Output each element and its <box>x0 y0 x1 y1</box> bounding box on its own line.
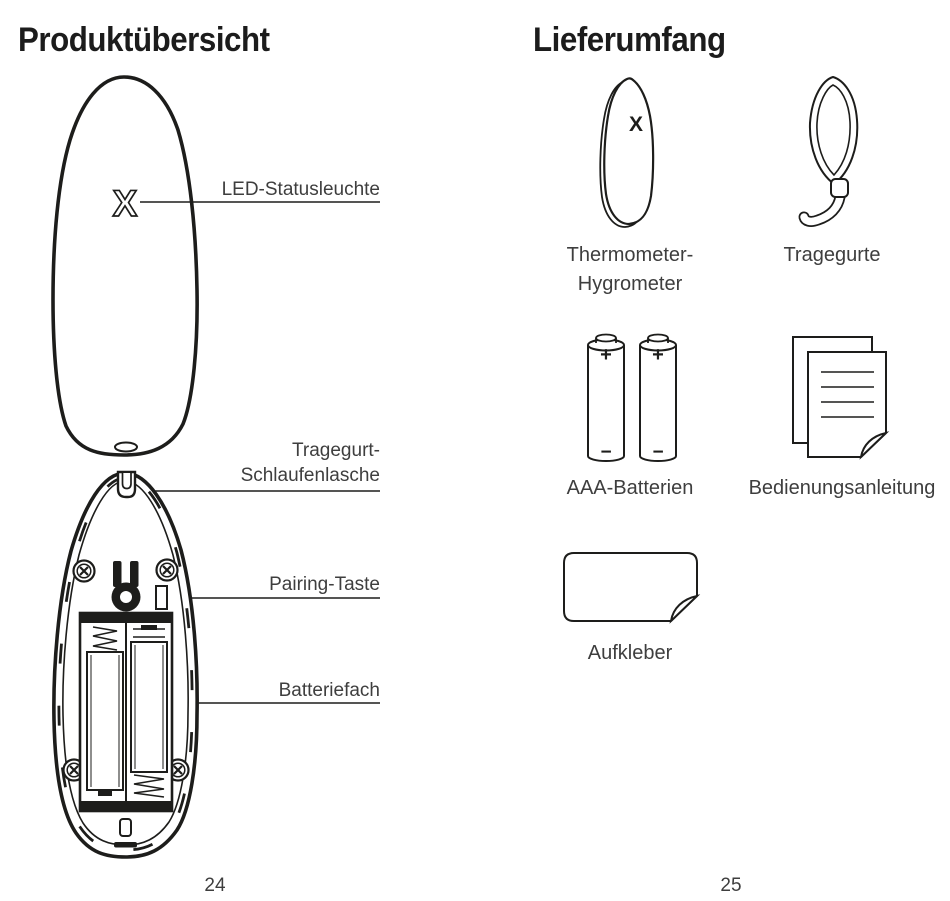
page-number-right: 25 <box>720 875 742 896</box>
caption-thermometer-line1: Thermometer- <box>566 244 694 266</box>
screw-icon <box>74 561 95 582</box>
battery-icon <box>640 335 676 464</box>
caption-strap: Tragegurte <box>783 244 881 266</box>
callout-label-battery: Batteriefach <box>278 680 380 701</box>
callout-label-pairing: Pairing-Taste <box>269 574 380 595</box>
battery-plus-mark: + <box>652 344 664 366</box>
battery-slot-left <box>87 627 123 796</box>
bottom-mark <box>114 842 137 848</box>
callout-label-strap-tab <box>241 438 380 488</box>
thermometer-outline <box>604 78 653 224</box>
led-x-outline-icon: X <box>112 183 138 224</box>
pairing-button <box>156 586 167 609</box>
battery-plus-mark: + <box>600 344 612 366</box>
battery-compartment <box>80 613 172 811</box>
battery-icon <box>588 335 624 464</box>
led-x-small-icon: X <box>628 113 644 136</box>
left-page-title: Produktübersicht <box>18 21 270 59</box>
caption-batteries: AAA-Batterien <box>566 477 694 499</box>
callout-label-strap-line2: Schlaufenlasche <box>240 465 380 486</box>
battery-slot-right <box>131 625 167 797</box>
strap-loop-tab <box>118 472 135 497</box>
bottom-slot <box>120 819 131 836</box>
item-batteries <box>588 335 676 464</box>
item-thermometer <box>600 78 653 227</box>
front-view-outline <box>53 77 197 455</box>
page-number-left: 24 <box>204 875 226 896</box>
caption-sticker: Aufkleber <box>587 642 673 664</box>
strap-bead <box>831 179 848 197</box>
front-bottom-opening <box>115 443 137 452</box>
callout-label-strap-line1: Tragegurt- <box>292 440 380 461</box>
item-strap <box>804 77 857 221</box>
right-page-title: Lieferumfang <box>533 21 726 59</box>
item-manual <box>793 337 886 457</box>
battery-minus-mark: − <box>600 442 612 463</box>
screw-icon <box>157 560 178 581</box>
back-view-figure <box>54 472 197 857</box>
item-sticker <box>564 553 697 621</box>
caption-thermometer-line2: Hygrometer <box>577 273 683 295</box>
caption-thermometer <box>540 241 720 299</box>
battery-minus-mark: − <box>652 442 664 463</box>
callout-label-led: LED-Statusleuchte <box>221 179 380 200</box>
front-view-figure <box>53 77 197 455</box>
caption-manual: Bedienungsanleitung <box>748 477 936 499</box>
